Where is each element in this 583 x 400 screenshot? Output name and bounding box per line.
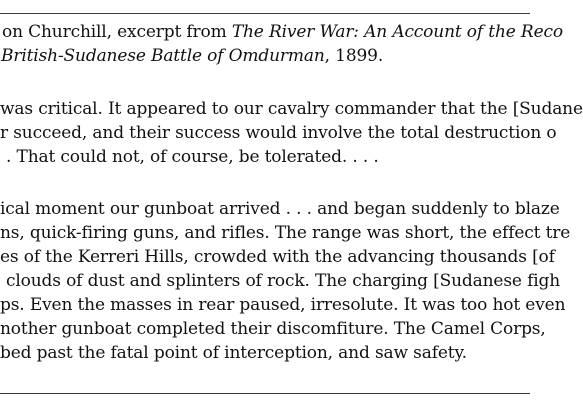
paragraph-1-line-1: was critical. It appeared to our cavalry commander that the [Sudane (0, 99, 583, 119)
paragraph-2-line-2: ns, quick-firing guns, and rifles. The range was short, the effect tre (0, 223, 571, 243)
paragraph-2-line-3: es of the Kerreri Hills, crowded with the advancing thousands [of (0, 247, 555, 267)
citation-author-text: on Churchill, excerpt from (2, 22, 232, 42)
paragraph-2-line-5: ps. Even the masses in rear paused, irresolute. It was too hot even (0, 295, 566, 315)
source-citation-line-1 (2, 22, 563, 42)
source-citation-line-2 (1, 46, 383, 66)
paragraph-1-line-2: r succeed, and their success would involve the total destruction o (0, 123, 557, 143)
paragraph-2-line-1: ical moment our gunboat arrived . . . and began suddenly to blaze (0, 199, 560, 219)
paragraph-2-line-6: nother gunboat completed their discomfiture. The Camel Corps, (0, 319, 546, 339)
citation-year-text: , 1899. (324, 46, 384, 66)
paragraph-2-line-4: clouds of dust and splinters of rock. The charging [Sudanese figh (6, 271, 561, 291)
paragraph-2-line-7: bed past the fatal point of interception, and saw safety. (0, 343, 467, 363)
citation-subtitle-italic: British-Sudanese Battle of Omdurman (1, 46, 325, 66)
paragraph-1-line-3: . That could not, of course, be tolerated. . . . (6, 147, 379, 167)
citation-title-italic: The River War: An Account of the Reco (231, 22, 563, 42)
